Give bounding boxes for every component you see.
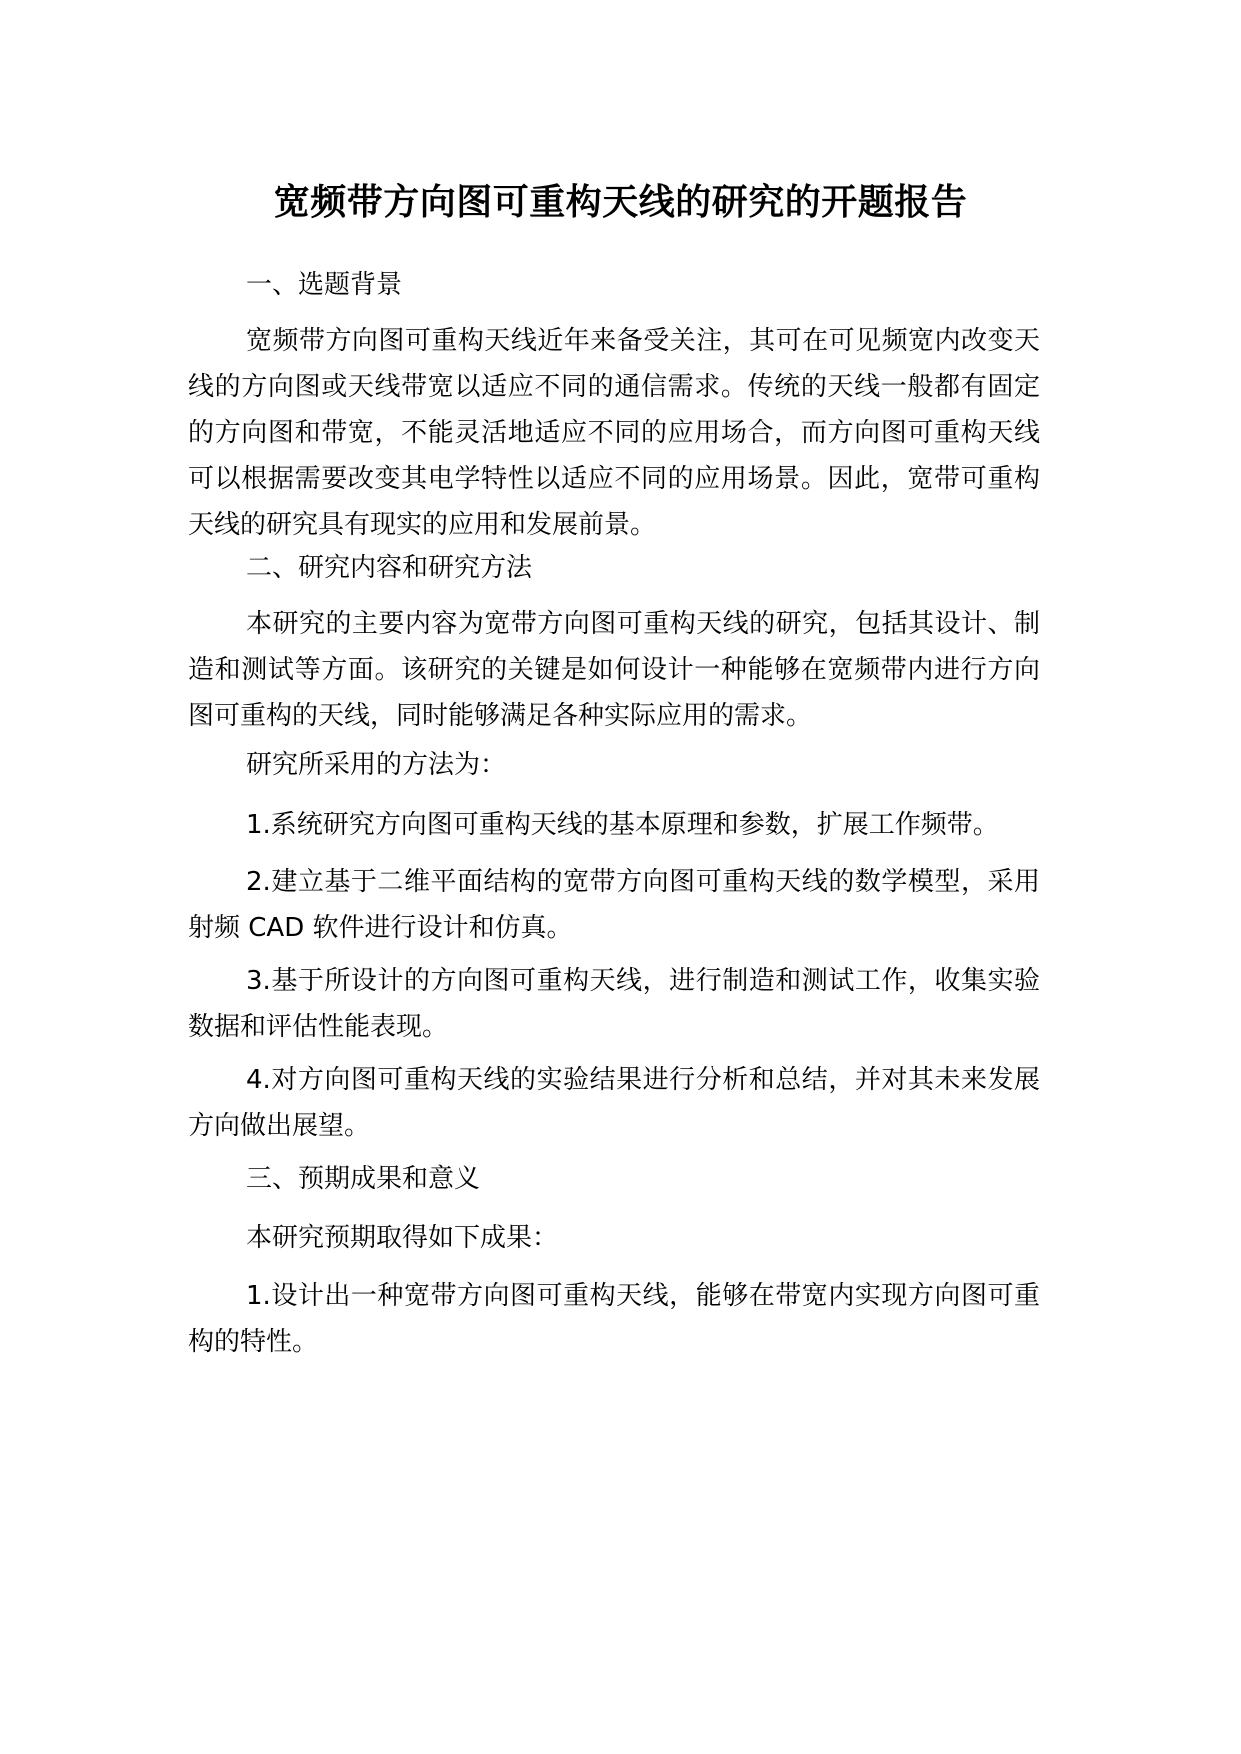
section-heading-methods: 二、研究内容和研究方法 [246, 553, 533, 583]
paragraph-methods-intro: 研究所采用的方法为： [246, 750, 507, 780]
outcome-item-1: 1.设计出一种宽带方向图可重构天线，能够在带宽内实现方向图可重构的特性。 [188, 1281, 1040, 1357]
paragraph-background: 宽频带方向图可重构天线近年来备受关注，其可在可见频宽内改变天线的方向图或天线带宽以适应不同的通信需求。传统的天线一般都有固定的方向图和带宽，不能灵活地适应不同的应用场合，而方向图可重构天线可以根据需要改变其电学特性以适应不同的应用场景。因此，宽带可重构天线的研究具有现实的应用和发展前景。 [188, 326, 1040, 540]
method-item-1: 1.系统研究方向图可重构天线的基本原理和参数，扩展工作频带。 [246, 810, 999, 840]
section-heading-outcomes: 三、预期成果和意义 [246, 1164, 481, 1194]
method-item-3: 3.基于所设计的方向图可重构天线，进行制造和测试工作，收集实验数据和评估性能表现。 [188, 966, 1040, 1042]
method-item-4: 4.对方向图可重构天线的实验结果进行分析和总结，并对其未来发展方向做出展望。 [188, 1065, 1040, 1141]
paragraph-research-content: 本研究的主要内容为宽带方向图可重构天线的研究，包括其设计、制造和测试等方面。该研究的关键是如何设计一种能够在宽频带内进行方向图可重构的天线，同时能够满足各种实际应用的需求。 [188, 609, 1040, 731]
paragraph-outcomes-intro: 本研究预期取得如下成果： [246, 1223, 559, 1253]
section-heading-background: 一、选题背景 [246, 270, 403, 300]
method-item-2: 2.建立基于二维平面结构的宽带方向图可重构天线的数学模型，采用射频 CAD 软件进行设计和仿真。 [188, 867, 1040, 943]
document-title: 宽频带方向图可重构天线的研究的开题报告 [273, 182, 968, 223]
